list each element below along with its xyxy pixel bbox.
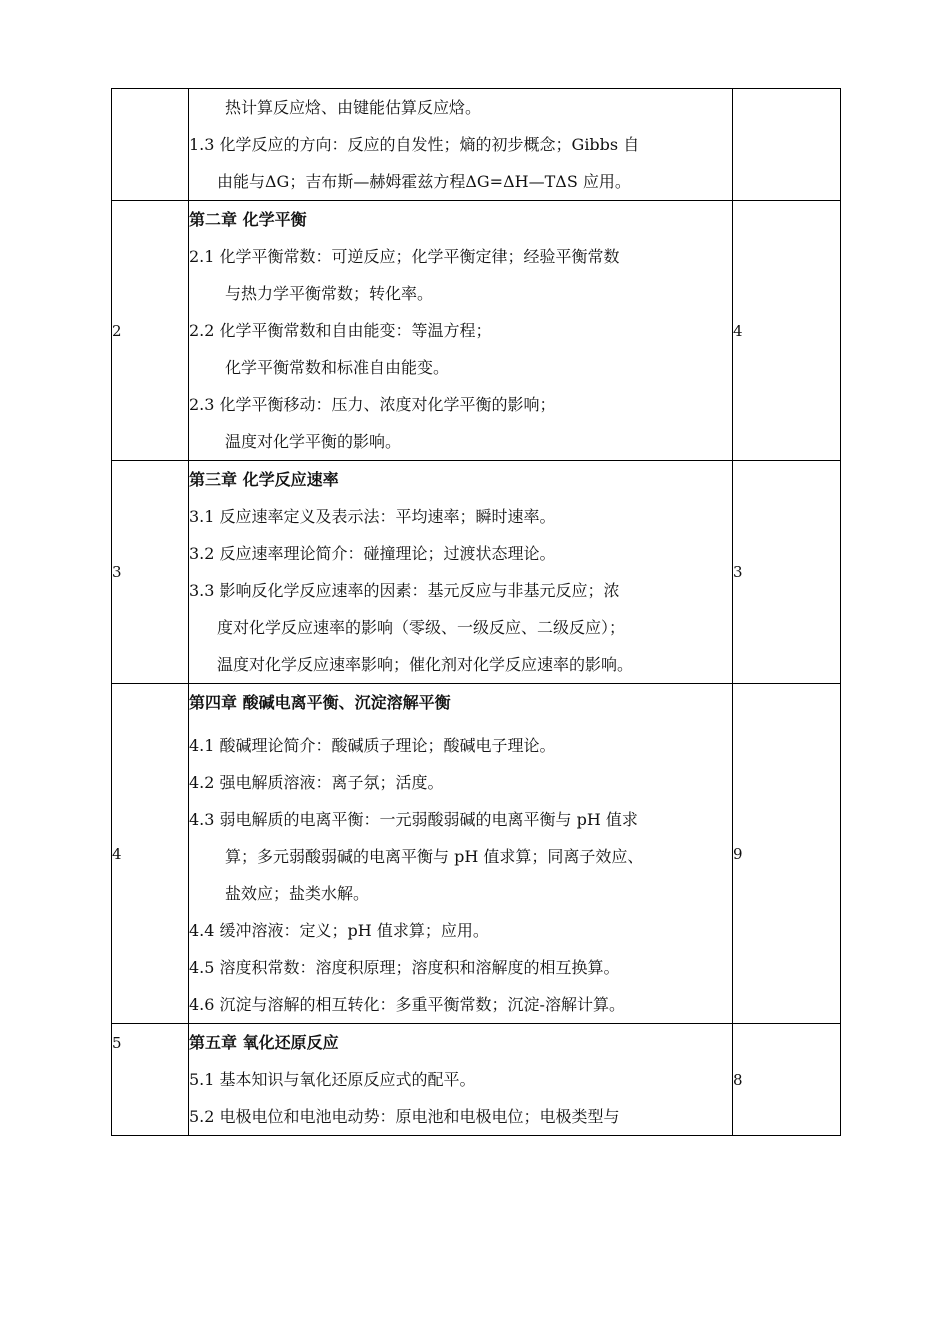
hours-cell: 3: [733, 461, 841, 684]
content-line: 度对化学反应速率的影响（零级、一级反应、二级反应）；: [217, 618, 626, 637]
content-line: 4.4 缓冲溶液：定义；pH 值求算；应用。: [189, 921, 489, 940]
chapter-content-cell: [189, 1024, 733, 1136]
content-line: 2.3 化学平衡移动：压力、浓度对化学平衡的影响；: [189, 395, 556, 414]
content-line: 由能与ΔG；吉布斯—赫姆霍兹方程ΔG=ΔH—TΔS 应用。: [217, 172, 631, 191]
chapter-number-cell: 5: [112, 1024, 189, 1136]
content-line: 3.1 反应速率定义及表示法：平均速率；瞬时速率。: [189, 507, 556, 526]
hours-cell: 9: [733, 684, 841, 1024]
content-line: 算；多元弱酸弱碱的电离平衡与 pH 值求算；同离子效应、: [225, 847, 644, 866]
table-row: [112, 461, 841, 684]
content-line: 4.6 沉淀与溶解的相互转化：多重平衡常数；沉淀-溶解计算。: [189, 995, 625, 1014]
chapter-number-cell: 3: [112, 461, 189, 684]
chapter-title: 第三章 化学反应速率: [189, 470, 339, 489]
chapter-content-cell: [189, 684, 733, 1024]
content-line: 3.2 反应速率理论简介：碰撞理论；过渡状态理论。: [189, 544, 556, 563]
hours-cell: 4: [733, 201, 841, 461]
chapter-title: 第四章 酸碱电离平衡、沉淀溶解平衡: [189, 693, 451, 712]
chapter-number-cell: [112, 89, 189, 201]
chapter-title: 第二章 化学平衡: [189, 210, 307, 229]
chapter-title: 第五章 氧化还原反应: [189, 1033, 339, 1052]
content-line: 5.2 电极电位和电池电动势：原电池和电极电位；电极类型与: [189, 1107, 620, 1126]
syllabus-table-body: [112, 89, 841, 1136]
table-row: [112, 1024, 841, 1136]
content-line: 2.2 化学平衡常数和自由能变：等温方程；: [189, 321, 492, 340]
content-line: 2.1 化学平衡常数：可逆反应；化学平衡定律；经验平衡常数: [189, 247, 620, 266]
chapter-content-cell: [189, 201, 733, 461]
content-line: 3.3 影响反化学反应速率的因素：基元反应与非基元反应；浓: [189, 581, 620, 600]
table-row: [112, 201, 841, 461]
chapter-number-cell: 2: [112, 201, 189, 461]
content-line: 4.2 强电解质溶液：离子氛；活度。: [189, 773, 444, 792]
syllabus-table: [111, 88, 841, 1136]
hours-cell: [733, 89, 841, 201]
table-row: [112, 684, 841, 1024]
content-line: 1.3 化学反应的方向：反应的自发性；熵的初步概念；Gibbs 自: [189, 135, 640, 154]
content-line: 5.1 基本知识与氧化还原反应式的配平。: [189, 1070, 476, 1089]
chapter-number-cell: 4: [112, 684, 189, 1024]
content-line: 与热力学平衡常数；转化率。: [225, 284, 434, 303]
content-line: 4.1 酸碱理论简介：酸碱质子理论；酸碱电子理论。: [189, 736, 556, 755]
content-line: 4.3 弱电解质的电离平衡：一元弱酸弱碱的电离平衡与 pH 值求: [189, 810, 638, 829]
hours-cell: 8: [733, 1024, 841, 1136]
content-line: 温度对化学平衡的影响。: [225, 432, 402, 451]
content-line: 化学平衡常数和标准自由能变。: [225, 358, 450, 377]
chapter-content-cell: [189, 461, 733, 684]
table-row: [112, 89, 841, 201]
content-line: 4.5 溶度积常数：溶度积原理；溶度积和溶解度的相互换算。: [189, 958, 620, 977]
content-line: 热计算反应焓、由键能估算反应焓。: [225, 98, 482, 117]
content-line: 温度对化学反应速率影响；催化剂对化学反应速率的影响。: [217, 655, 634, 674]
chapter-content-cell: [189, 89, 733, 201]
content-line: 盐效应；盐类水解。: [225, 884, 370, 903]
